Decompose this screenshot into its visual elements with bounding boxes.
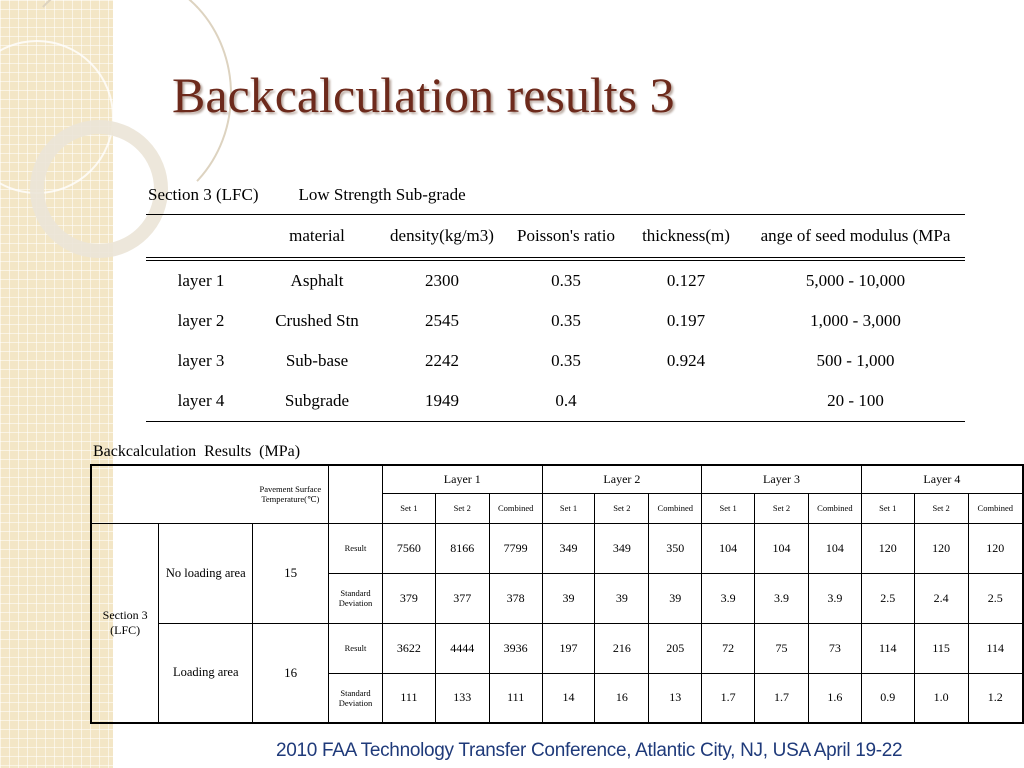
table-cell: 5,000 - 10,000 xyxy=(805,271,906,290)
area-label: No loading area xyxy=(159,523,253,623)
table-cell: 0.924 xyxy=(666,351,706,370)
set-header: Set 1 xyxy=(382,493,435,523)
table-cell: 8166 xyxy=(435,523,489,573)
table-cell: 1.7 xyxy=(755,673,809,723)
table-header-cell: Poisson's ratio xyxy=(506,215,626,260)
table-cell: layer 3 xyxy=(177,351,225,370)
table-cell: 1.6 xyxy=(808,673,861,723)
table-cell: 2545 xyxy=(425,311,459,330)
table-cell: 216 xyxy=(595,623,649,673)
table-cell: layer 1 xyxy=(177,271,225,290)
table-cell: 500 - 1,000 xyxy=(816,351,895,370)
layer-header: Layer 1 xyxy=(382,465,542,493)
temperature-value: 15 xyxy=(253,523,329,623)
table-cell: 72 xyxy=(702,623,755,673)
table-row xyxy=(146,301,965,341)
table-cell: 2.5 xyxy=(861,573,914,623)
table1-caption-section: Section 3 (LFC) xyxy=(148,185,259,204)
table-cell: 4444 xyxy=(435,623,489,673)
table-cell: 104 xyxy=(702,523,755,573)
table-cell: 350 xyxy=(649,523,702,573)
set-header: Set 1 xyxy=(542,493,595,523)
layer-header: Layer 4 xyxy=(861,465,1023,493)
set-header: Set 2 xyxy=(755,493,809,523)
set-header: Combined xyxy=(808,493,861,523)
table-cell: 1949 xyxy=(378,381,506,422)
section-label: Section 3 (LFC) xyxy=(91,523,159,723)
row-type-label: Standard Deviation xyxy=(329,573,383,623)
table-cell: 2300 xyxy=(425,271,459,290)
table-cell: 7560 xyxy=(382,523,435,573)
table-cell: 120 xyxy=(968,523,1023,573)
table-cell: 1.0 xyxy=(914,673,968,723)
table-header-cell: density(kg/m3) xyxy=(378,215,506,260)
table-cell: 0.4 xyxy=(506,381,626,422)
area-label: Loading area xyxy=(159,623,253,723)
layer-header: Layer 3 xyxy=(702,465,862,493)
set-header: Combined xyxy=(489,493,542,523)
set-header: Combined xyxy=(649,493,702,523)
table-cell: 378 xyxy=(489,573,542,623)
table-cell: 111 xyxy=(382,673,435,723)
table-cell: 115 xyxy=(914,623,968,673)
row-type-label: Result xyxy=(329,623,383,673)
table-cell: 349 xyxy=(595,523,649,573)
table-cell: 73 xyxy=(808,623,861,673)
table-cell: layer 2 xyxy=(177,311,225,330)
table-cell: 3622 xyxy=(382,623,435,673)
table-cell: 0.9 xyxy=(861,673,914,723)
table-cell: 39 xyxy=(649,573,702,623)
table-header-cell: material xyxy=(256,215,378,260)
table-cell: Asphalt xyxy=(290,271,344,290)
table-header-cell xyxy=(146,215,256,260)
table-row xyxy=(146,341,965,381)
table-cell: 75 xyxy=(755,623,809,673)
temperature-header: Pavement Surface Temperature(℃) xyxy=(253,465,329,523)
table-cell: 197 xyxy=(542,623,595,673)
table-cell: 39 xyxy=(595,573,649,623)
table-cell: 0.35 xyxy=(551,311,581,330)
table-cell: 0.35 xyxy=(551,271,581,290)
table-row xyxy=(91,523,1023,573)
table2-caption: Backcalculation Results (MPa) xyxy=(93,443,301,460)
table-cell: 205 xyxy=(649,623,702,673)
table-row xyxy=(91,623,1023,673)
table-cell: 2242 xyxy=(425,351,459,370)
table-cell: 13 xyxy=(649,673,702,723)
table-header-row xyxy=(146,215,965,260)
table1-caption xyxy=(148,185,506,205)
layer-header: Layer 2 xyxy=(542,465,702,493)
temperature-value: 16 xyxy=(253,623,329,723)
table-cell: 7799 xyxy=(489,523,542,573)
row-type-label: Standard Deviation xyxy=(329,673,383,723)
table-cell: Crushed Stn xyxy=(275,311,359,330)
table-cell: 3.9 xyxy=(808,573,861,623)
table-cell xyxy=(626,381,746,422)
table-corner-cell xyxy=(91,465,253,523)
table-row xyxy=(146,381,965,422)
table-cell: 120 xyxy=(861,523,914,573)
table-cell: 114 xyxy=(861,623,914,673)
table-header-row xyxy=(91,465,1023,493)
table-cell: 1.2 xyxy=(968,673,1023,723)
table-cell: 39 xyxy=(542,573,595,623)
table-cell: 111 xyxy=(489,673,542,723)
table-cell: 0.127 xyxy=(666,271,706,290)
set-header: Combined xyxy=(968,493,1023,523)
table-cell: 14 xyxy=(542,673,595,723)
table-cell: 120 xyxy=(914,523,968,573)
set-header: Set 2 xyxy=(914,493,968,523)
table-cell: 3936 xyxy=(489,623,542,673)
material-properties-table xyxy=(146,214,965,422)
table-cell: 3.9 xyxy=(702,573,755,623)
backcalculation-results-table xyxy=(90,464,1024,724)
table-cell: 0.197 xyxy=(666,311,706,330)
table-cell: 104 xyxy=(808,523,861,573)
table-cell: 349 xyxy=(542,523,595,573)
table-cell: 133 xyxy=(435,673,489,723)
table-cell: 2.4 xyxy=(914,573,968,623)
table-header-cell: ange of seed modulus (MPa xyxy=(746,215,965,260)
set-header: Set 1 xyxy=(702,493,755,523)
table-cell: Sub-base xyxy=(285,351,349,370)
set-header: Set 2 xyxy=(435,493,489,523)
table-cell: 114 xyxy=(968,623,1023,673)
slide-title: Backcalculation results 3 xyxy=(172,67,675,123)
table-cell: layer 4 xyxy=(146,381,256,422)
table-cell: 104 xyxy=(755,523,809,573)
table-cell: 379 xyxy=(382,573,435,623)
slide-footer: 2010 FAA Technology Transfer Conference, Atlantic City, NJ, USA April 19-22 xyxy=(276,740,903,761)
table-cell: 1,000 - 3,000 xyxy=(810,311,901,330)
table-blank-header xyxy=(329,465,383,523)
set-header: Set 1 xyxy=(861,493,914,523)
table1-caption-subtitle: Low Strength Sub-grade xyxy=(298,185,466,204)
row-type-label: Result xyxy=(329,523,383,573)
table-cell: 20 - 100 xyxy=(746,381,965,422)
set-header: Set 2 xyxy=(595,493,649,523)
table-row xyxy=(146,259,965,301)
table-cell: Subgrade xyxy=(256,381,378,422)
table-cell: 377 xyxy=(435,573,489,623)
table-cell: 3.9 xyxy=(755,573,809,623)
table-cell: 2.5 xyxy=(968,573,1023,623)
table-header-cell: thickness(m) xyxy=(626,215,746,260)
table-cell: 0.35 xyxy=(551,351,581,370)
table-cell: 16 xyxy=(595,673,649,723)
table-cell: 1.7 xyxy=(702,673,755,723)
